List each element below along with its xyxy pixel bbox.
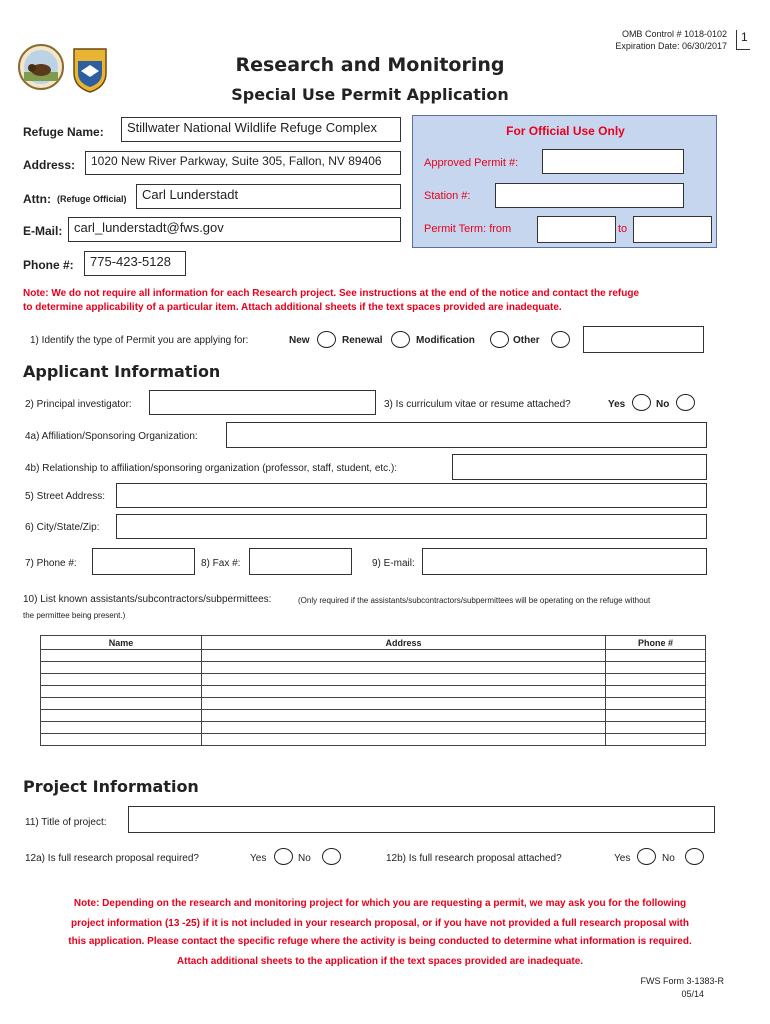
proposal-attached-yes-label: Yes: [614, 853, 631, 864]
street-address-label: 5) Street Address:: [25, 491, 106, 502]
assistants-note-2: the permittee being present.): [23, 611, 126, 620]
principal-investigator-field[interactable]: [149, 390, 376, 415]
form-date: 05/14: [681, 989, 704, 999]
note2-line-3: this application. Please contact the specific refuge where the activity is being conducted to determine what information is required.: [68, 936, 692, 947]
note-line-1: Note: We do not require all information for each Research project. See instructions at the end of the notice and contact the refuge: [23, 288, 640, 299]
project-heading: Project Information: [23, 777, 199, 796]
table-header-name: Name: [41, 636, 202, 650]
note2-line-4: Attach additional sheets to the application if the text spaces provided are inadequate.: [176, 956, 584, 967]
phone-field[interactable]: 775-423-5128: [84, 251, 186, 276]
address-field[interactable]: 1020 New River Parkway, Suite 305, Fallon, NV 89406: [85, 151, 401, 175]
permit-term-to-label: to: [618, 223, 628, 235]
relationship-field[interactable]: [452, 454, 707, 480]
note2-line-2: project information (13 -25) if it is not included in your research proposal, or if you have not provided a full research proposal with: [71, 918, 689, 929]
approved-permit-field[interactable]: [542, 149, 684, 174]
official-use-panel: [412, 115, 717, 248]
attn-sub-label: (Refuge Official): [57, 194, 127, 204]
permit-type-other-label: Other: [513, 335, 540, 346]
page-number: 1: [736, 30, 750, 50]
permit-type-other-field[interactable]: [583, 326, 704, 353]
proposal-required-yes-radio[interactable]: [274, 848, 293, 865]
fax-field[interactable]: [249, 548, 352, 575]
city-state-zip-field[interactable]: [116, 514, 707, 539]
approved-permit-label: Approved Permit #:: [424, 157, 519, 169]
table-row[interactable]: [41, 710, 706, 722]
permit-type-question: 1) Identify the type of Permit you are applying for:: [30, 335, 249, 346]
street-address-field[interactable]: [116, 483, 707, 508]
official-use-title: For Official Use Only: [506, 124, 625, 138]
note2-line-1: Note: Depending on the research and monitoring project for which you are requesting a permit, we may ask you for the following: [73, 898, 687, 909]
fax-label: 8) Fax #:: [201, 558, 241, 569]
proposal-required-no-radio[interactable]: [322, 848, 341, 865]
cv-no-radio[interactable]: [676, 394, 695, 411]
proposal-required-no-label: No: [298, 853, 311, 864]
proposal-attached-no-radio[interactable]: [685, 848, 704, 865]
attn-label: Attn:: [23, 192, 51, 206]
table-row[interactable]: [41, 686, 706, 698]
permit-type-modification-radio[interactable]: [490, 331, 509, 348]
refuge-name-field[interactable]: Stillwater National Wildlife Refuge Complex: [121, 117, 401, 142]
phone2-field[interactable]: [92, 548, 195, 575]
station-field[interactable]: [495, 183, 684, 208]
attn-field[interactable]: Carl Lunderstadt: [136, 184, 401, 209]
permit-type-renewal-radio[interactable]: [391, 331, 410, 348]
assistants-label: 10) List known assistants/subcontractors/subpermittees:: [23, 594, 272, 605]
form-number: FWS Form 3-1383-R: [640, 976, 724, 986]
applicant-heading: Applicant Information: [23, 362, 221, 381]
permit-type-renewal-label: Renewal: [342, 335, 383, 346]
permit-type-modification-label: Modification: [416, 335, 475, 346]
phone-label: Phone #:: [23, 258, 74, 272]
proposal-attached-yes-radio[interactable]: [637, 848, 656, 865]
table-row[interactable]: [41, 662, 706, 674]
cv-attached-question: 3) Is curriculum vitae or resume attached?: [384, 399, 571, 410]
principal-investigator-label: 2) Principal investigator:: [25, 399, 132, 410]
table-row[interactable]: [41, 722, 706, 734]
station-label: Station #:: [424, 190, 471, 202]
relationship-label: 4b) Relationship to affiliation/sponsoring organization (professor, staff, student, etc.):: [25, 463, 398, 474]
table-row[interactable]: [41, 734, 706, 746]
note-line-2: to determine applicability of a particular item. Attach additional sheets if the text spaces provided are inadequate.: [23, 302, 562, 313]
email2-field[interactable]: [422, 548, 707, 575]
assistants-note: (Only required if the assistants/subcontractors/subpermittees will be operating on the refuge without: [298, 596, 651, 605]
table-row[interactable]: [41, 650, 706, 662]
city-state-zip-label: 6) City/State/Zip:: [25, 522, 100, 533]
table-header-address: Address: [202, 636, 606, 650]
address-label: Address:: [23, 158, 76, 172]
permit-type-new-radio[interactable]: [317, 331, 336, 348]
expiration-date: Expiration Date: 06/30/2017: [615, 41, 727, 51]
email-label: E-Mail:: [23, 224, 63, 238]
proposal-required-yes-label: Yes: [250, 853, 267, 864]
permit-term-from-field[interactable]: [537, 216, 616, 243]
table-row[interactable]: [41, 674, 706, 686]
permit-type-new-label: New: [289, 335, 310, 346]
cv-yes-label: Yes: [608, 399, 626, 410]
project-title-label: 11) Title of project:: [25, 817, 107, 828]
project-title-field[interactable]: [128, 806, 715, 833]
page-title: Research and Monitoring: [235, 54, 505, 76]
table-header-phone: Phone #: [606, 636, 706, 650]
table-header-row: [41, 636, 706, 650]
omb-control: OMB Control # 1018-0102: [621, 29, 727, 39]
affiliation-field[interactable]: [226, 422, 707, 448]
table-row[interactable]: [41, 698, 706, 710]
proposal-attached-question: 12b) Is full research proposal attached?: [386, 853, 562, 864]
permit-term-label: Permit Term: from: [424, 223, 512, 235]
affiliation-label: 4a) Affiliation/Sponsoring Organization:: [25, 431, 198, 442]
permit-term-to-field[interactable]: [633, 216, 712, 243]
phone2-label: 7) Phone #:: [25, 558, 77, 569]
assistants-table: [40, 635, 706, 746]
proposal-attached-no-label: No: [662, 853, 675, 864]
permit-type-other-radio[interactable]: [551, 331, 570, 348]
proposal-required-question: 12a) Is full research proposal required?: [25, 853, 199, 864]
page-subtitle: Special Use Permit Application: [231, 85, 509, 104]
cv-no-label: No: [656, 399, 670, 410]
email-field[interactable]: carl_lunderstadt@fws.gov: [68, 217, 401, 242]
email2-label: 9) E-mail:: [372, 558, 415, 569]
cv-yes-radio[interactable]: [632, 394, 651, 411]
refuge-name-label: Refuge Name:: [23, 125, 104, 139]
